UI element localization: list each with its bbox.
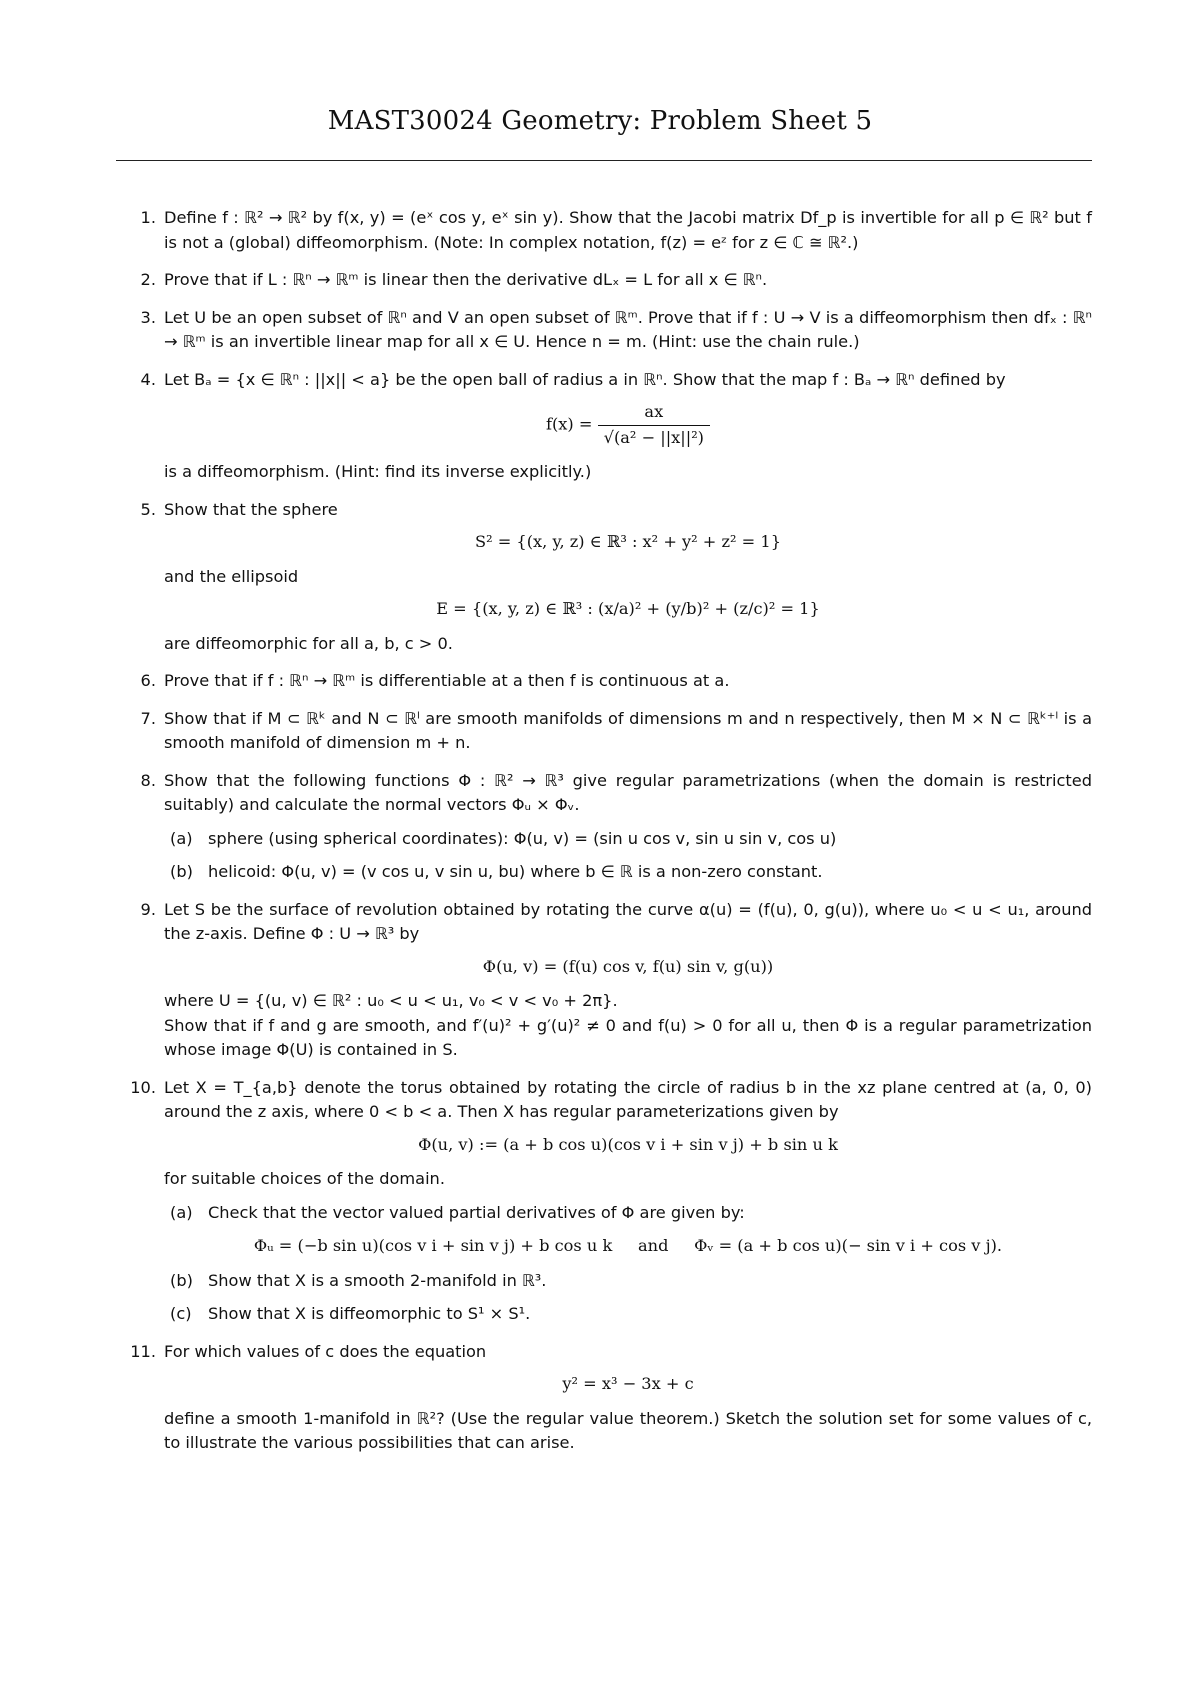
problem-number: 8. — [140, 770, 156, 790]
problem-mid: where U = {(u, v) ∈ ℝ² : u₀ < u < u₁, v₀ < v < v₀ + 2π}. — [164, 991, 618, 1010]
problem-6 — [116, 669, 1092, 694]
subpart-text: helicoid: Φ(u, v) = (v cos u, v sin u, bu) where b ∈ ℝ is a non-zero constant. — [208, 862, 823, 881]
fraction-numerator: ax — [598, 400, 710, 426]
problem-number: 4. — [140, 369, 156, 389]
cubic-equation: y² = x³ − 3x + c — [562, 1374, 694, 1393]
problem-number: 2. — [140, 270, 156, 289]
subpart-label: (b) — [170, 1270, 193, 1290]
problem-5 — [116, 498, 1092, 657]
problem-outro: define a smooth 1-manifold in ℝ²? (Use the regular value theorem.) Sketch the solution set for some values of c, to illustrate the various possibilities that can arise. — [164, 1408, 1092, 1452]
torus-parametrization: Φ(u, v) := (a + b cos u)(cos v i + sin v j) + b sin u k — [418, 1134, 838, 1154]
problem-number: 11. — [130, 1341, 156, 1361]
problem-intro: Let X = T_{a,b} denote the torus obtained by rotating the circle of radius b in the xz plane centred at (a, 0, 0) around the z axis, where 0 < b < a. Then X has regular parameterizations given by — [164, 1077, 1092, 1121]
page-title: MAST30024 Geometry: Problem Sheet 5 — [327, 106, 873, 136]
equation-lhs: f(x) = — [546, 414, 593, 434]
title-rule — [116, 160, 1092, 161]
problem-text: Prove that if L : ℝⁿ → ℝᵐ is linear then the derivative dLₓ = L for all x ∈ ℝⁿ. — [164, 270, 768, 289]
problem-intro: Show that the following functions Φ : ℝ² → ℝ³ give regular parametrizations (when the domain is restricted suitably) and calculate the normal vectors Φᵤ × Φᵥ. — [164, 770, 1092, 814]
problem-text: Define f : ℝ² → ℝ² by f(x, y) = (eˣ cos y, eˣ sin y). Show that the Jacobi matrix Df_p is invertible for all p ∈ ℝ² but f is not a (global) diffeomorphism. (Note: In complex notation, f(z) = eᶻ for z ∈ ℂ ≅ ℝ².) — [164, 208, 1092, 252]
problem-text: Prove that if f : ℝⁿ → ℝᵐ is differentiable at a then f is continuous at a. — [164, 671, 730, 690]
problem-number: 1. — [140, 208, 156, 227]
revolution-parametrization: Φ(u, v) = (f(u) cos v, f(u) sin v, g(u)) — [482, 956, 774, 976]
subpart-text: Check that the vector valued partial derivatives of Φ are given by: — [208, 1202, 745, 1222]
problem-intro: For which values of c does the equation — [164, 1341, 487, 1361]
partial-derivatives-equation: Φᵤ = (−b sin u)(cos v i + sin v j) + b cos u k and Φᵥ = (a + b cos u)(− sin v i + cos v j). — [253, 1236, 1003, 1255]
problem-number: 9. — [140, 899, 156, 919]
problem-outro: Show that if f and g are smooth, and f′(u)² + g′(u)² ≠ 0 and f(u) > 0 for all u, then Φ is a regular parametrization whose image Φ(U) is contained in S. — [164, 1015, 1092, 1059]
subpart-b — [164, 1269, 1092, 1294]
ball-map-equation — [164, 400, 1092, 450]
problem-text: Let U be an open subset of ℝⁿ and V an open subset of ℝᵐ. Prove that if f : U → V is a diffeomorphism then dfₓ : ℝⁿ → ℝᵐ is an invertible linear map for all x ∈ U. Hence n = m. (Hint: use the chain rule.) — [164, 307, 1092, 351]
subpart-text: Show that X is diffeomorphic to S¹ × S¹. — [208, 1304, 531, 1323]
problem-8 — [116, 769, 1092, 885]
sphere-equation: S² = {(x, y, z) ∈ ℝ³ : x² + y² + z² = 1} — [475, 532, 781, 551]
subpart-a — [164, 827, 1092, 852]
ellipsoid-equation: E = {(x, y, z) ∈ ℝ³ : (x/a)² + (y/b)² + (z/c)² = 1} — [436, 599, 820, 618]
subpart-label: (a) — [170, 1202, 193, 1222]
problem-9 — [116, 898, 1092, 1063]
problem-mid: and the ellipsoid — [164, 566, 299, 586]
problem-intro: Let Bₐ = {x ∈ ℝⁿ : ||x|| < a} be the open ball of radius a in ℝⁿ. Show that the map f : Bₐ → ℝⁿ defined by — [164, 369, 1006, 389]
subpart-c — [164, 1302, 1092, 1327]
problem-list — [116, 206, 1092, 1469]
subpart-a — [164, 1201, 1092, 1226]
subpart-label: (b) — [170, 862, 193, 881]
problem-7 — [116, 707, 1092, 756]
problem-outro: is a diffeomorphism. (Hint: find its inverse explicitly.) — [164, 462, 592, 481]
problem-outro: are diffeomorphic for all a, b, c > 0. — [164, 633, 453, 653]
subpart-text: Show that X is a smooth 2-manifold in ℝ³. — [208, 1270, 547, 1290]
subpart-text: sphere (using spherical coordinates): Φ(u, v) = (sin u cos v, sin u sin v, cos u) — [208, 828, 837, 848]
problem-1 — [116, 206, 1092, 255]
problem-11 — [116, 1340, 1092, 1456]
subpart-b — [164, 860, 1092, 885]
problem-2 — [116, 268, 1092, 293]
subpart-label: (a) — [170, 828, 193, 848]
subpart-label: (c) — [170, 1304, 192, 1323]
problem-3 — [116, 306, 1092, 355]
problem-number: 6. — [140, 671, 156, 690]
problem-intro: Let S be the surface of revolution obtained by rotating the curve α(u) = (f(u), 0, g(u)), where u₀ < u < u₁, around the z-axis. Define Φ : U → ℝ³ by — [164, 899, 1092, 943]
problem-intro: Show that the sphere — [164, 499, 338, 519]
problem-mid: for suitable choices of the domain. — [164, 1169, 445, 1188]
problem-number: 5. — [140, 499, 156, 519]
problem-number: 7. — [140, 708, 156, 728]
fraction-denominator: √(a² − ||x||²) — [603, 427, 704, 447]
problem-number: 3. — [140, 307, 156, 327]
problem-number: 10. — [130, 1077, 156, 1097]
fraction — [598, 400, 710, 450]
problem-10 — [116, 1076, 1092, 1327]
problem-text: Show that if M ⊂ ℝᵏ and N ⊂ ℝˡ are smooth manifolds of dimensions m and n respectively, then M × N ⊂ ℝᵏ⁺ˡ is a smooth manifold of dimension m + n. — [164, 708, 1092, 752]
problem-4 — [116, 368, 1092, 485]
